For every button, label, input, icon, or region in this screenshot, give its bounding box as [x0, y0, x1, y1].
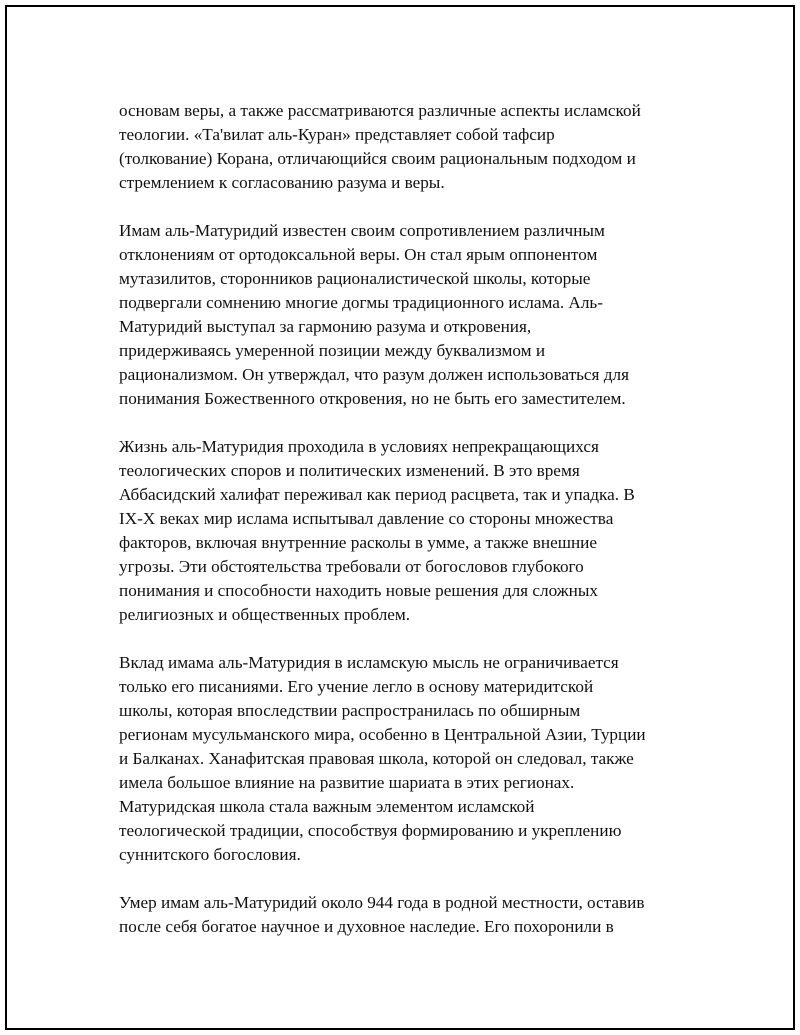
page-frame: [5, 5, 795, 1030]
document-body: [119, 99, 709, 963]
paragraph-4: Вклад имама аль-Матуридия в исламскую мысль не ограничивается только его писаниями. Его учение легло в основу материдитской школы, которая впоследствии распространилась по обширным регионам мусульманского мира, особенно в Центральной Азии, Турции и Балканах. Ханафитская правовая школа, которой он следовал, также имела большое влияние на развитие шариата в этих регионах. Матуридская школа стала важным элементом исламской теологической традиции, способствуя формированию и укреплению суннитского богословия.: [119, 653, 646, 864]
paragraph-5: Умер имам аль-Матуридий около 944 года в родной местности, оставив после себя богатое научное и духовное наследие. Его похоронили в: [119, 893, 645, 936]
paragraph-2: Имам аль-Матуридий известен своим сопротивлением различным отклонениям от ортодоксальной веры. Он стал ярым оппонентом мутазилитов, сторонников рационалистической школы, которые подвергали сомнению многие догмы традиционного ислама. Аль- Матуридий выступал за гармонию разума и откровения, придерживаясь умеренной позиции между буквализмом и рационализмом. Он утверждал, что разум должен использоваться для понимания Божественного откровения, но не быть его заместителем.: [119, 221, 629, 408]
paragraph-3: Жизнь аль-Матуридия проходила в условиях непрекращающихся теологических споров и политических изменений. В это время Аббасидский халифат переживал как период расцвета, так и упадка. В IX-X веках мир ислама испытывал давление со стороны множества факторов, включая внутренние расколы в умме, а также внешние угрозы. Эти обстоятельства требовали от богословов глубокого понимания и способности находить новые решения для сложных религиозных и общественных проблем.: [119, 437, 635, 624]
paragraph-1: основам веры, а также рассматриваются различные аспекты исламской теологии. «Та'вилат аль-Куран» представляет собой тафсир (толкование) Корана, отличающийся своим рациональным подходом и стремлением к согласованию разума и веры.: [119, 101, 641, 192]
